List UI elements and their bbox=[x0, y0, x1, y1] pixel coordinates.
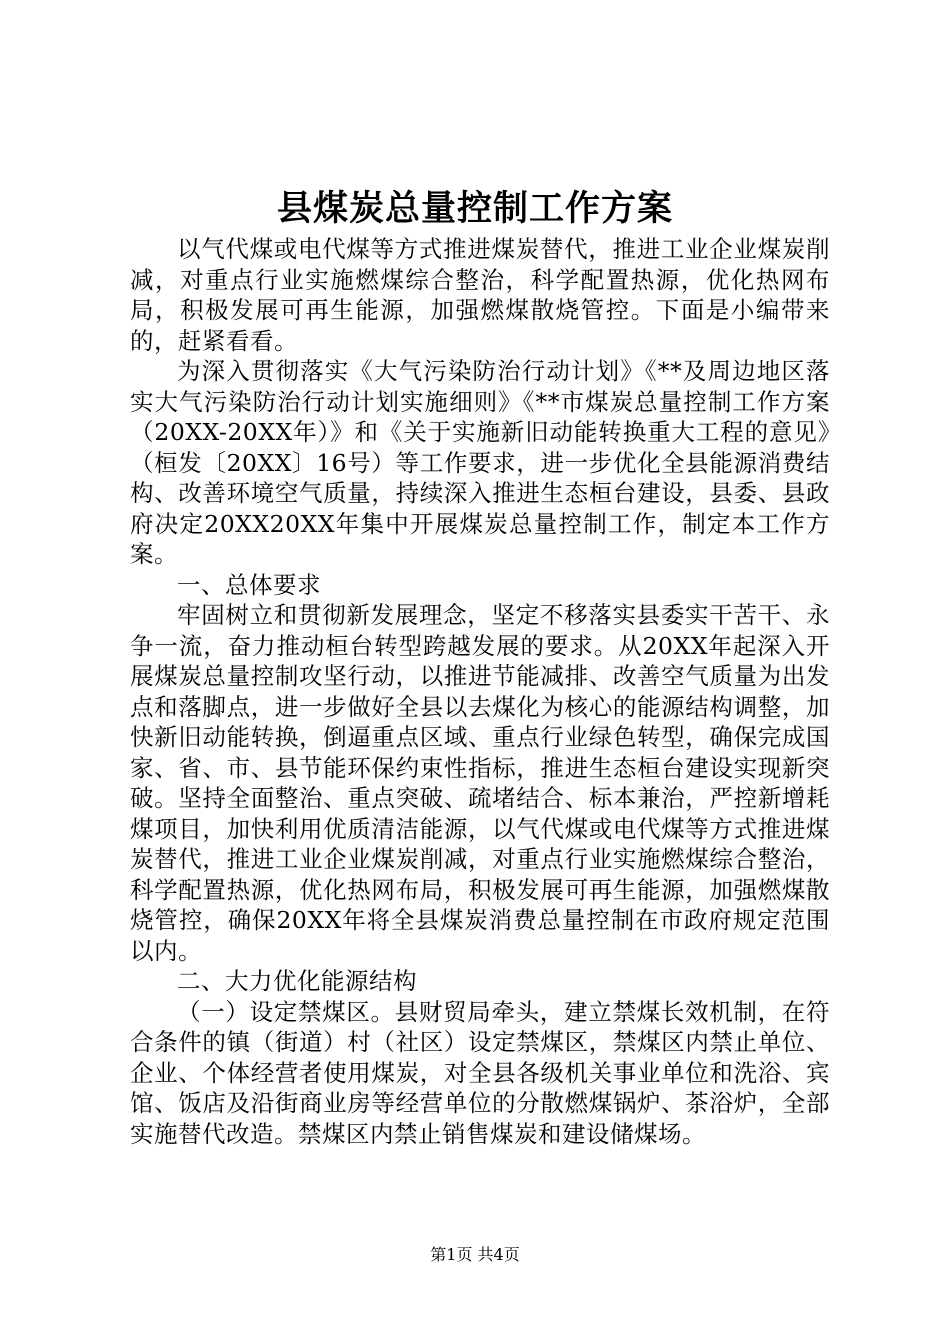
section-heading-energy-structure: 二、大力优化能源结构 bbox=[177, 967, 417, 995]
coal-ban-zone-paragraph: （一）设定禁煤区。县财贸局牵头，建立禁煤长效机制，在符合条件的镇（街道）村（社区）设定禁煤区，禁煤区内禁止单位、企业、个体经营者使用煤炭，对全县各级机关事业单位和洗浴、宾馆、饭店及沿街商业房等经营单位的分散燃煤锅炉、茶浴炉，全部实施替代改造。禁煤区内禁止销售煤炭和建设储煤场。 bbox=[130, 997, 830, 1148]
general-requirements-paragraph: 牢固树立和贯彻新发展理念，坚定不移落实县委实干苦干、永争一流，奋力推动桓台转型跨越发展的要求。从20XX年起深入开展煤炭总量控制攻坚行动，以推进节能减排、改善空气质量为出发点和落脚点，进一步做好全县以去煤化为核心的能源结构调整，加快新旧动能转换，倒逼重点区域、重点行业绿色转型，确保完成国家、省、市、县节能环保约束性指标，推进生态桓台建设实现新突破。坚持全面整治、重点突破、疏堵结合、标本兼治，严控新增耗煤项目，加快利用优质清洁能源，以气代煤或电代煤等方式推进煤炭替代，推进工业企业煤炭削减，对重点行业实施燃煤综合整治，科学配置热源，优化热网布局，积极发展可再生能源，加强燃煤散烧管控，确保20XX年将全县煤炭消费总量控制在市政府规定范围以内。 bbox=[130, 601, 830, 965]
section-heading-general-requirements: 一、总体要求 bbox=[177, 570, 321, 599]
purpose-paragraph: 为深入贯彻落实《大气污染防治行动计划》《**及周边地区落实大气污染防治行动计划实施细则》《**市煤炭总量控制工作方案（20XX-20XX年）》和《关于实施新旧动能转换重大工程的意见》（桓发〔20XX〕16号）等工作要求，进一步优化全县能源消费结构、改善环境空气质量，持续深入推进生态桓台建设，县委、县政府决定20XX20XX年集中开展煤炭总量控制工作，制定本工作方案。 bbox=[130, 357, 830, 568]
page-number-footer: 第1页 共4页 bbox=[430, 1245, 520, 1264]
document-body bbox=[130, 234, 830, 1149]
document-title: 县煤炭总量控制工作方案 bbox=[276, 188, 673, 229]
intro-paragraph: 以气代煤或电代煤等方式推进煤炭替代，推进工业企业煤炭削减，对重点行业实施燃煤综合整治，科学配置热源，优化热网布局，积极发展可再生能源，加强燃煤散烧管控。下面是小编带来的，赶紧看看。 bbox=[130, 235, 830, 355]
